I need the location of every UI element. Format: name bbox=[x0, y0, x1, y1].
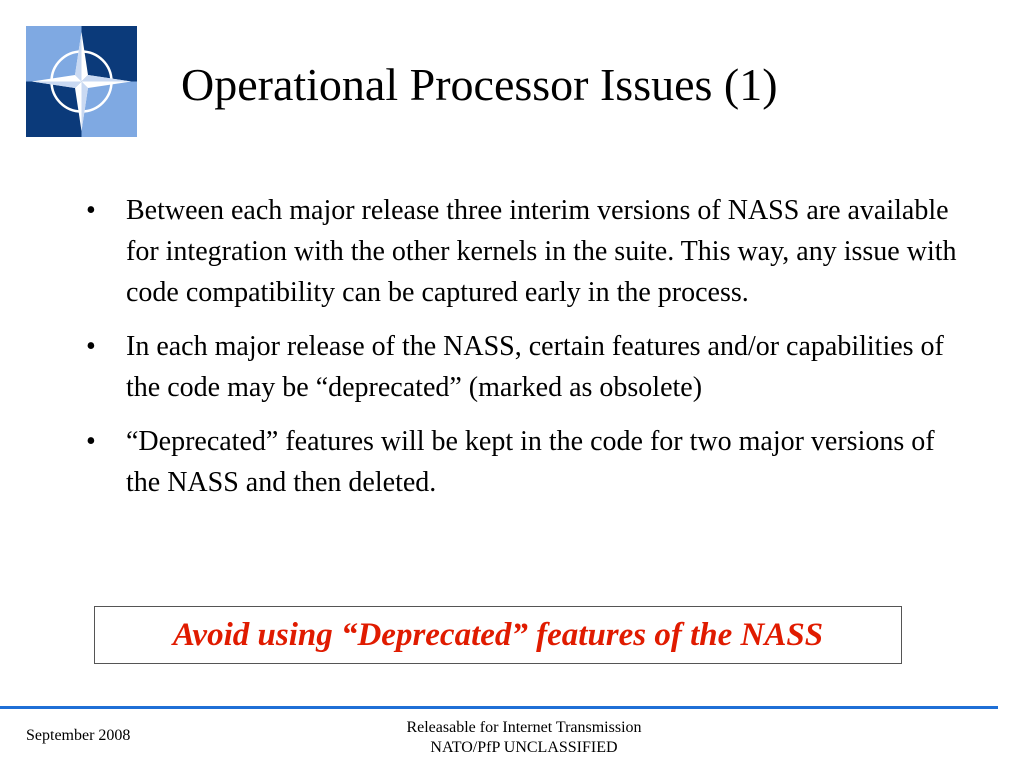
warning-callout-text: Avoid using “Deprecated” features of the NASS bbox=[172, 616, 824, 653]
bullet-text: Between each major release three interim versions of NASS are available for integration with the other kernels in the suite. This way, any issue with code compatibility can be captured early in the process. bbox=[126, 195, 957, 308]
slide-title: Operational Processor Issues (1) bbox=[181, 59, 778, 110]
footer-classification-block bbox=[324, 718, 724, 758]
footer-release-line: Releasable for Internet Transmission bbox=[406, 719, 642, 736]
bullet-list bbox=[86, 190, 966, 516]
footer-classification: NATO/PfP UNCLASSIFIED bbox=[430, 739, 618, 756]
bullet-item bbox=[86, 190, 966, 313]
nato-logo bbox=[26, 26, 137, 137]
footer-divider bbox=[0, 706, 998, 709]
bullet-text: In each major release of the NASS, certain features and/or capabilities of the code may be “deprecated” (marked as obsolete) bbox=[126, 331, 944, 403]
footer-date: September 2008 bbox=[26, 727, 131, 744]
bullet-marker: • bbox=[86, 331, 96, 362]
warning-callout-box bbox=[94, 606, 902, 664]
bullet-text: “Deprecated” features will be kept in the code for two major versions of the NASS and then deleted. bbox=[126, 426, 935, 498]
bullet-item bbox=[86, 421, 966, 503]
nato-compass-star-icon bbox=[26, 26, 137, 137]
bullet-item bbox=[86, 326, 966, 408]
bullet-marker: • bbox=[86, 426, 96, 457]
bullet-marker: • bbox=[86, 195, 96, 226]
